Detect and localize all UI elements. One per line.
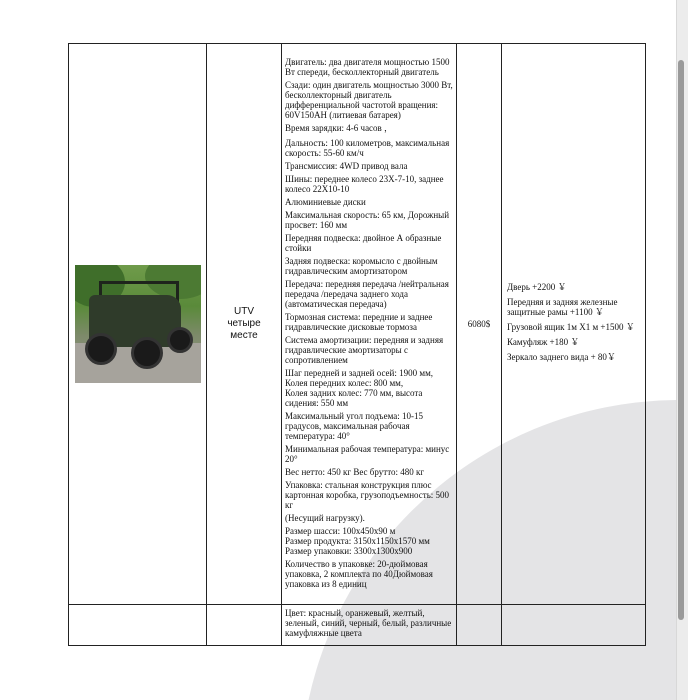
wheel-shape — [131, 337, 163, 369]
model-cell — [207, 44, 282, 605]
empty-cell — [457, 605, 502, 646]
model-line: UTV — [234, 306, 254, 317]
spec-line: (Несущий нагрузку). — [285, 512, 365, 523]
spec-line: Задняя подвеска: коромысло с двойным гидравлическим амортизатором — [285, 255, 438, 276]
option-line: Зеркало заднего вида + 80￥ — [507, 351, 616, 362]
option-line: Камуфляж +180 ￥ — [507, 336, 580, 347]
product-table — [68, 43, 646, 646]
spec-line: Трансмиссия: 4WD привод вала — [285, 160, 408, 171]
colors-cell: Цвет: красный, оранжевый, желтый, зеленый, синий, черный, белый, различные камуфляжные цвета — [282, 605, 457, 646]
spec-line: Колея задних колес: 770 мм, высота сидения: 550 мм — [285, 387, 423, 408]
spec-line: Максимальный угол подъема: 10-15 градусов, максимальная рабочая температура: 40° — [285, 410, 423, 441]
spec-line: Шаг передней и задней осей: 1900 мм, Колея передних колес: 800 мм, — [285, 367, 434, 388]
spec-line: Передняя подвеска: двойное А образные стойки — [285, 232, 442, 253]
wheel-shape — [167, 327, 193, 353]
spec-line: Время зарядки: 4-6 часов ， — [285, 122, 394, 133]
table-row — [69, 44, 646, 605]
option-line: Грузовой ящик 1м X1 м +1500 ￥ — [507, 321, 635, 332]
utv-photo — [75, 265, 201, 383]
option-line: Передняя и задняя железные защитные рамы +1100 ￥ — [507, 296, 618, 317]
wheel-shape — [85, 333, 117, 365]
spec-line: Размер шасси: 100x450x90 м Размер продукта: 3150x1150x1570 мм Размер упаковки: 3300x1300x900 — [285, 525, 430, 556]
spec-line: Тормозная система: передние и заднее гидравлические дисковые тормоза — [285, 311, 433, 332]
specs-cell — [282, 44, 457, 605]
spec-line: Максимальная скорость: 65 км, Дорожный просвет: 160 мм — [285, 209, 450, 230]
spec-line: Система амортизации: передняя и задняя гидравлические амортизаторы с сопротивлением — [285, 334, 444, 365]
options-cell — [502, 44, 646, 605]
price-cell: 6080$ — [457, 44, 502, 605]
table-row — [69, 605, 646, 646]
spec-line: Дальность: 100 километров, максимальная скорость: 55-60 км/ч — [285, 137, 450, 158]
empty-cell — [69, 605, 207, 646]
spec-line: Вес нетто: 450 кг Вес брутто: 480 кг — [285, 466, 425, 477]
scrollbar-thumb[interactable] — [678, 60, 684, 620]
spec-line: Передача: передняя передача /нейтральная передача /передача заднего хода (автоматическая передача) — [285, 278, 449, 309]
spec-line: Шины: переднее колесо 23X-7-10, заднее колесо 22X10-10 — [285, 173, 444, 194]
spec-line: Сзади: один двигатель мощностью 3000 Вт, бесколлекторный двигатель дифференциальной частотой вращения: 60V150AH (литиевая батарея) — [285, 79, 453, 120]
empty-cell — [502, 605, 646, 646]
spec-line: Количество в упаковке: 20-дюймовая упаковка, 2 комплекта по 40Дюймовая упаковка из 8 единиц — [285, 558, 433, 589]
spec-line: Алюминиевые диски — [285, 196, 366, 207]
option-line: Дверь +2200 ￥ — [507, 281, 567, 292]
spec-line: Двигатель: два двигателя мощностью 1500 Вт спереди, бесколлекторный двигатель — [285, 56, 450, 77]
photo-cell — [69, 44, 207, 605]
spec-line: Минимальная рабочая температура: минус 20° — [285, 443, 450, 464]
model-line: четыре — [227, 318, 261, 329]
spec-line: Упаковка: стальная конструкция плюс картонная коробка, грузоподъемность: 500 кг — [285, 479, 450, 510]
model-line: месте — [230, 330, 258, 341]
empty-cell — [207, 605, 282, 646]
